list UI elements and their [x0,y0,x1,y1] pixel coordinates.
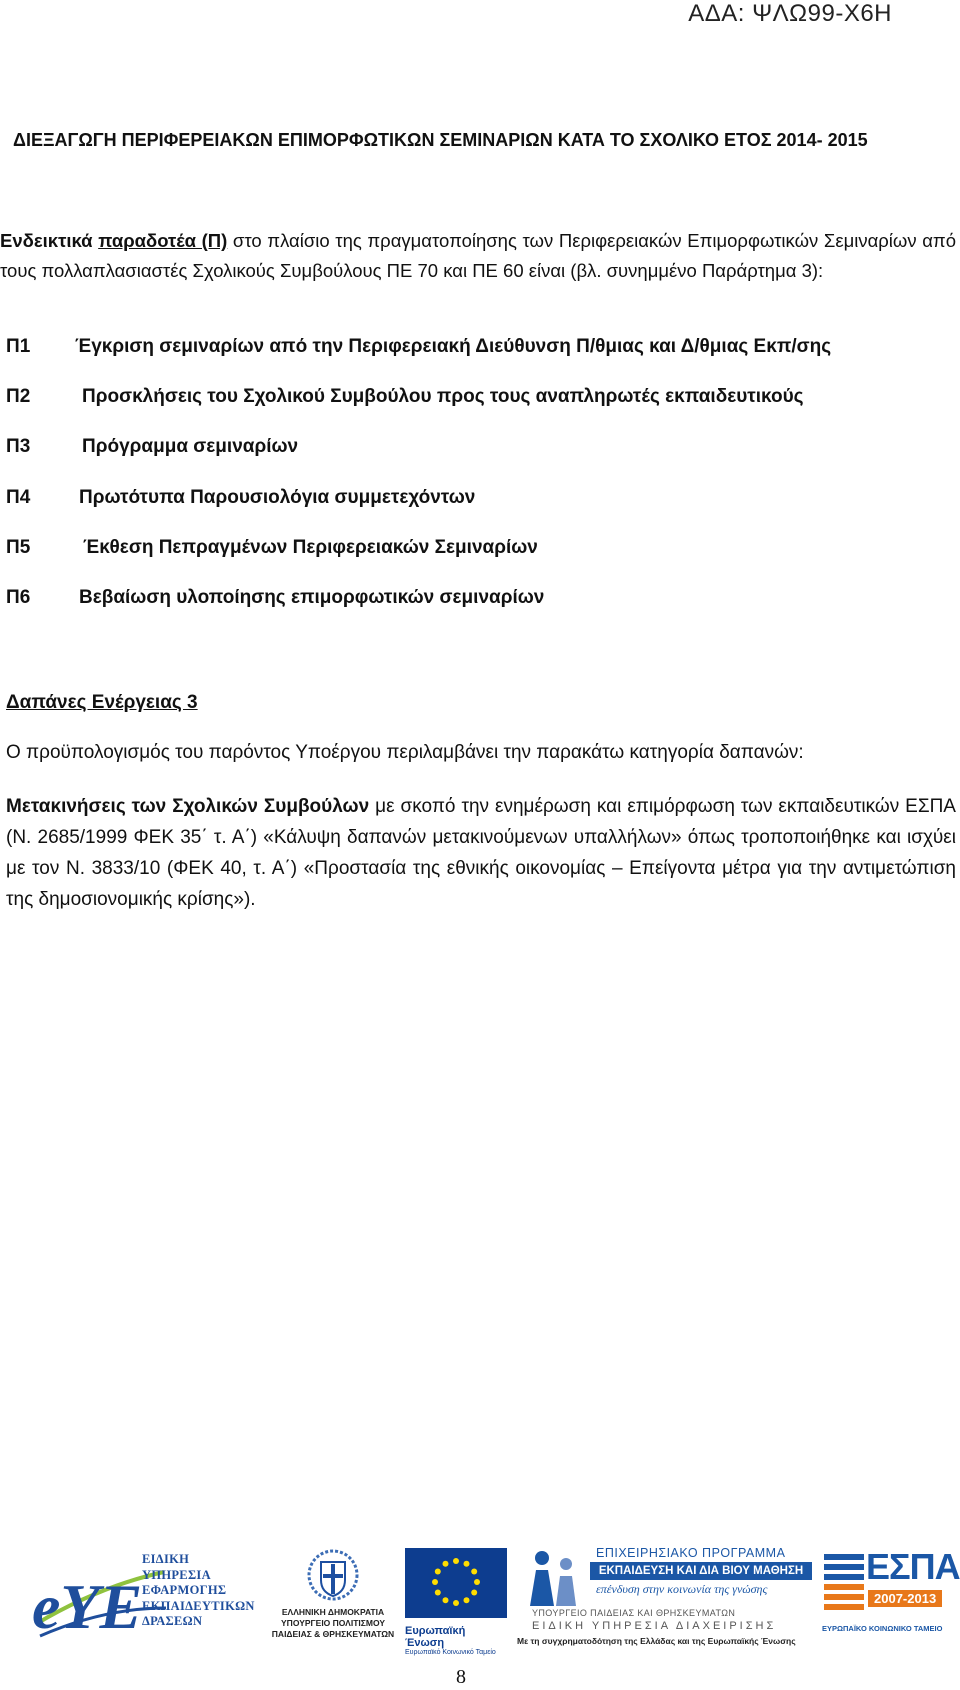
intro-deliverables-link: παραδοτέα (Π) [98,230,228,251]
eye-line: ΕΦΑΡΜΟΓΗΣ [142,1583,227,1597]
deliverable-text: Προσκλήσεις του Σχολικού Συμβούλου προς τους αναπληρωτές εκπαιδευτικούς [82,386,804,407]
ministry-line: ΠΑΙΔΕΙΑΣ & ΘΡΗΣΚΕΥΜΑΤΩΝ [271,1629,395,1639]
deliverable-code: Π5 [6,537,31,558]
deliverable-text: Έκθεση Πεπραγμένων Περιφερειακών Σεμιναρίων [83,537,538,558]
expenses-paragraph [6,791,956,915]
eye-line: ΕΙΔΙΚΗ [142,1552,190,1566]
document-title: ΔΙΕΞΑΓΩΓΗ ΠΕΡΙΦΕΡΕΙΑΚΩΝ ΕΠΙΜΟΡΦΩΤΙΚΩΝ ΣΕΜΙΝΑΡΙΩΝ ΚΑΤΑ ΤΟ ΣΧΟΛΙΚΟ ΕΤΟΣ 2014- 2015 [13,130,868,150]
ministry-line: ΥΠΟΥΡΓΕΙΟ ΠΟΛΙΤΙΣΜΟΥ [281,1618,385,1628]
eye-line: ΕΚΠΑΙΔΕΥΤΙΚΩΝ [142,1598,255,1613]
deliverable-code: Π3 [6,436,31,457]
intro-lead: Ενδεικτικά [0,230,93,251]
ministry-logo [268,1548,398,1648]
deliverable-text: Πρόγραμμα σεμιναρίων [82,436,299,457]
deliverable-code: Π2 [6,386,31,407]
espa-logo [822,1546,960,1642]
espa-years: 2007-2013 [868,1590,942,1607]
expenses-category: Μετακινήσεις των Σχολικών Συμβούλων [6,796,370,817]
eye-line: ΔΡΑΣΕΩΝ [142,1614,203,1628]
expenses-intro-line: Ο προϋπολογισμός του παρόντος Υποέργου περιλαμβάνει την παρακάτω κατηγορία δαπανών: [6,742,804,763]
eye-line: ΥΠΗΡΕΣΙΑ [142,1567,211,1582]
expenses-description: με σκοπό την ενημέρωση και επιμόρφωση των εκπαιδευτικών ΕΣΠΑ (Ν. 2685/1999 ΦΕΚ 35΄ τ. Α΄) «Κάλυψη δαπανών μετακινούμενων υπαλλήλων» όπως τροποποιήθηκε και ισχύει με τον Ν. 3833/10 (ΦΕΚ 40, τ. Α΄) «Προστασία της εθνικής οικονομίας – Επείγοντα μέτρα για την αντιμετώπιση της δημοσιονομικής κρίσης»). [6,796,956,910]
espa-flag-icon [822,1546,866,1618]
program-logo [512,1546,812,1650]
deliverable-text: Έγκριση σεμιναρίων από την Περιφερειακή Διεύθυνση Π/θμιας και Δ/θμιας Εκπ/σης [75,336,832,357]
program-name: ΕΚΠΑΙΔΕΥΣΗ ΚΑΙ ΔΙΑ ΒΙΟΥ ΜΑΘΗΣΗ [590,1562,812,1580]
deliverable-text: Πρωτότυπα Παρουσιολόγια συμμετεχόντων [79,487,476,508]
program-title: ΕΠΙΧΕΙΡΗΣΙΑΚΟ ΠΡΟΓΡΑΜΜΑ [596,1546,786,1560]
eye-mark: eYE [32,1571,143,1642]
eu-logo [405,1548,507,1656]
eu-flag-icon [405,1548,507,1618]
footer-logos [0,1540,960,1656]
deliverable-code: Π1 [6,336,31,357]
program-cofund: Με τη συγχρηματοδότηση της Ελλάδας και της Ευρωπαϊκής Ένωσης [517,1636,796,1646]
program-figures-icon [512,1546,588,1612]
program-ministry: ΥΠΟΥΡΓΕΙΟ ΠΑΙΔΕΙΑΣ ΚΑΙ ΘΡΗΣΚΕΥΜΑΤΩΝ [532,1608,736,1618]
espa-name: ΕΣΠΑ [866,1546,960,1587]
espa-fund: ΕΥΡΩΠΑΪΚΟ ΚΟΙΝΩΝΙΚΟ ΤΑΜΕΙΟ [822,1624,943,1633]
page-number: 8 [456,1666,466,1688]
eu-fund: Ευρωπαϊκό Κοινωνικό Ταμείο [405,1649,496,1656]
eye-logo [30,1550,265,1650]
intro-paragraph [0,226,956,286]
program-service: ΕΙΔΙΚΗ ΥΠΗΡΕΣΙΑ ΔΙΑΧΕΙΡΙΣΗΣ [532,1620,777,1632]
ada-code: ΑΔΑ: ΨΛΩ99-Χ6Η [688,0,892,27]
greek-emblem-icon [307,1548,359,1602]
expenses-heading: Δαπάνες Ενέργειας 3 [6,692,198,713]
program-slogan: επένδυση στην κοινωνία της γνώσης [596,1582,768,1596]
deliverable-code: Π6 [6,587,31,608]
eu-name: Ευρωπαϊκή Ένωση [405,1625,466,1649]
deliverable-code: Π4 [6,487,31,508]
deliverable-text: Βεβαίωση υλοποίησης επιμορφωτικών σεμιναρίων [79,587,545,608]
ministry-line: ΕΛΛΗΝΙΚΗ ΔΗΜΟΚΡΑΤΙΑ [281,1607,385,1617]
intro-rest: στο πλαίσιο της πραγματοποίησης των Περιφερειακών Επιμορφωτικών Σεμιναρίων από τους πολλαπλασιαστές Σχολικούς Συμβούλους ΠΕ 70 και ΠΕ 60 είναι (βλ. συνημμένο Παράρτημα 3): [0,230,956,281]
